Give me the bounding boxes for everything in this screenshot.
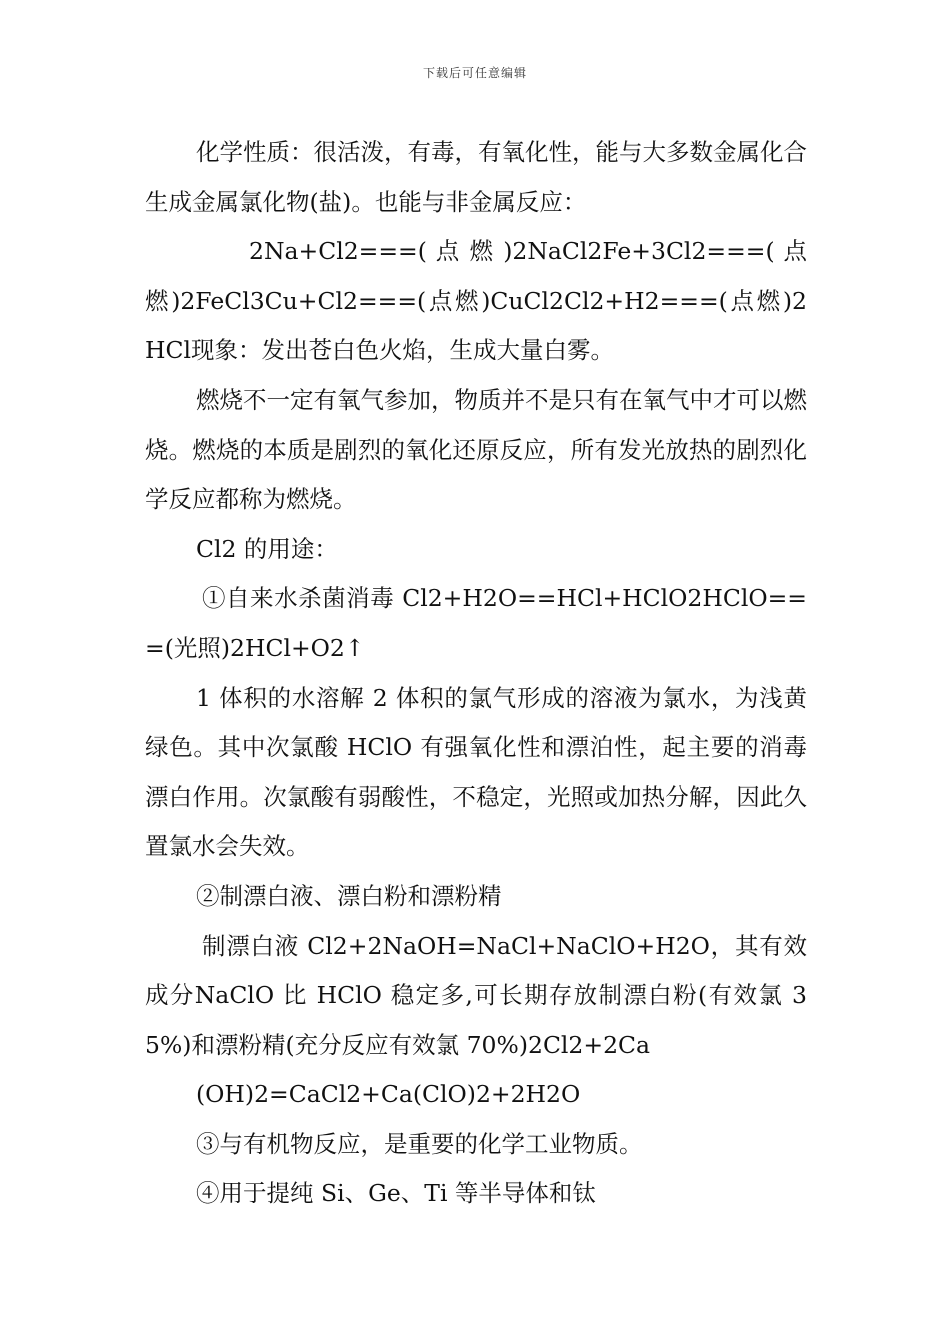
paragraph-bleach-equation: (OH)2=CaCl2+Ca(ClO)2+2H2O (196, 1080, 581, 1109)
paragraph-use-disinfection: ①自来水杀菌消毒 Cl2+H2O==HCl+HClO2HClO===(光照)2HCl+O2↑ (145, 584, 807, 662)
document-body (145, 128, 807, 1219)
header-note: 下载后可任意编辑 (422, 66, 527, 80)
paragraph-reaction-equations: 2Na+Cl2===( 点 燃 )2NaCl2Fe+3Cl2===( 点燃)2FeCl3Cu+Cl2===(点燃)CuCl2Cl2+H2===(点燃)2HCl现象：发出苍白色火焰，生成大量白雾。 (145, 237, 807, 365)
paragraph-bleach-preparation: 制漂白液 Cl2+2NaOH=NaCl+NaClO+H2O，其有效成分NaClO 比 HClO 稳定多,可长期存放制漂白粉(有效氯 35%)和漂粉精(充分反应有效氯 70%)2Cl2+2Ca (145, 931, 807, 1059)
paragraph-use-bleach: ②制漂白液、漂白粉和漂粉精 (196, 881, 502, 910)
paragraph-use-organic: ③与有机物反应，是重要的化学工业物质。 (196, 1129, 643, 1158)
paragraph-use-semiconductor: ④用于提纯 Si、Ge、Ti 等半导体和钛 (196, 1179, 596, 1208)
paragraph-chemical-properties: 化学性质：很活泼，有毒，有氧化性，能与大多数金属化合生成金属氯化物(盐)。也能与非金属反应： (145, 138, 807, 216)
paragraph-combustion: 燃烧不一定有氧气参加，物质并不是只有在氧气中才可以燃烧。燃烧的本质是剧烈的氧化还原反应，所有发光放热的剧烈化学反应都称为燃烧。 (145, 385, 807, 514)
paragraph-chlorine-water: 1 体积的水溶解 2 体积的氯气形成的溶液为氯水，为浅黄绿色。其中次氯酸 HClO 有强氧化性和漂泊性，起主要的消毒漂白作用。次氯酸有弱酸性，不稳定，光照或加热分解，因此久置氯水会失效。 (145, 683, 807, 861)
paragraph-uses-heading: Cl2 的用途： (196, 534, 338, 563)
